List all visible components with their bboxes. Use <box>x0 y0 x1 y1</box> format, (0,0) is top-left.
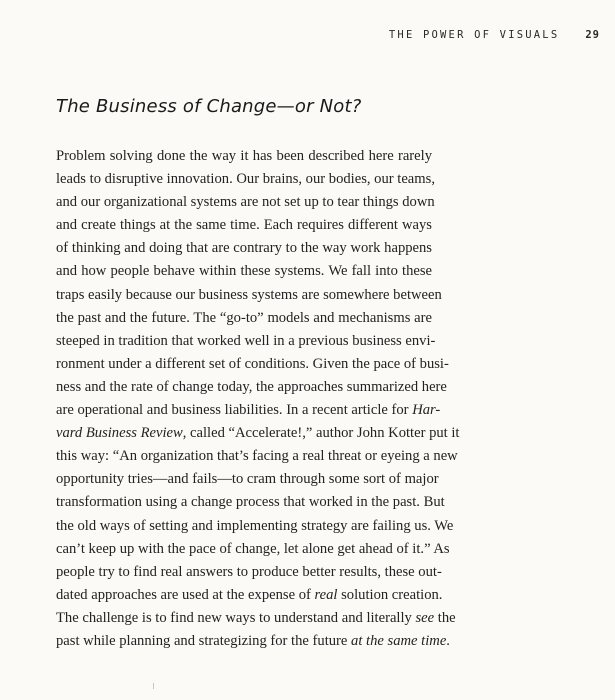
text-line: The challenge is to find new ways to understand and literally see the <box>56 609 456 626</box>
text-line: can’t keep up with the pace of change, let alone get ahead of it.” As <box>56 540 450 557</box>
text-line: the past and the future. The “go-to” models and mechanisms are <box>56 309 432 326</box>
paper-speck <box>153 683 154 689</box>
text-line: and create things at the same time. Each requires different ways <box>56 217 432 234</box>
section-title: The Business of Change—or Not? <box>56 96 362 117</box>
emphasis: real <box>314 586 338 603</box>
running-head <box>389 29 600 41</box>
text-line: transformation using a change process that worked in the past. But <box>56 494 445 511</box>
running-head-title: THE POWER OF VISUALS <box>388 29 560 41</box>
text-line: traps easily because our business systems are somewhere between <box>56 286 442 303</box>
text-line: ronment under a different set of conditions. Given the pace of busi- <box>56 355 449 372</box>
text-line: of thinking and doing that are contrary to the way work happens <box>56 240 432 257</box>
text-line: leads to disruptive innovation. Our brains, our bodies, our teams, <box>56 171 435 188</box>
text-line: are operational and business liabilities. In a recent article for Har- <box>56 402 441 419</box>
text-line: the old ways of setting and implementing strategy are failing us. We <box>56 517 454 534</box>
text-line: people try to find real answers to produce better results, these out- <box>56 563 442 580</box>
text-line: and our organizational systems are not set up to tear things down <box>56 194 435 211</box>
text-line: past while planning and strategizing for the future at the same time. <box>56 632 450 649</box>
text-line: Problem solving done the way it has been described here rarely <box>56 148 432 164</box>
text-line: opportunity tries—and fails—to cram through some sort of major <box>56 471 439 488</box>
text-line: this way: “An organization that’s facing a real threat or eyeing a new <box>56 448 458 465</box>
emphasis: see <box>415 609 435 626</box>
italic-title-part: vard Business Review <box>56 425 183 442</box>
body-paragraph <box>56 145 460 653</box>
italic-title-part: Har- <box>412 402 441 419</box>
text-line: steeped in tradition that worked well in a previous business envi- <box>56 332 436 349</box>
text-line: vard Business Review, called “Accelerate!,” author John Kotter put it <box>56 425 460 442</box>
text-line: ness and the rate of change today, the approaches summarized here <box>56 378 447 395</box>
text-line: dated approaches are used at the expense of real solution creation. <box>56 586 443 603</box>
emphasis: at the same time <box>351 632 447 649</box>
text-line: and how people behave within these systems. We fall into these <box>56 263 432 280</box>
page-number: 29 <box>585 29 600 41</box>
